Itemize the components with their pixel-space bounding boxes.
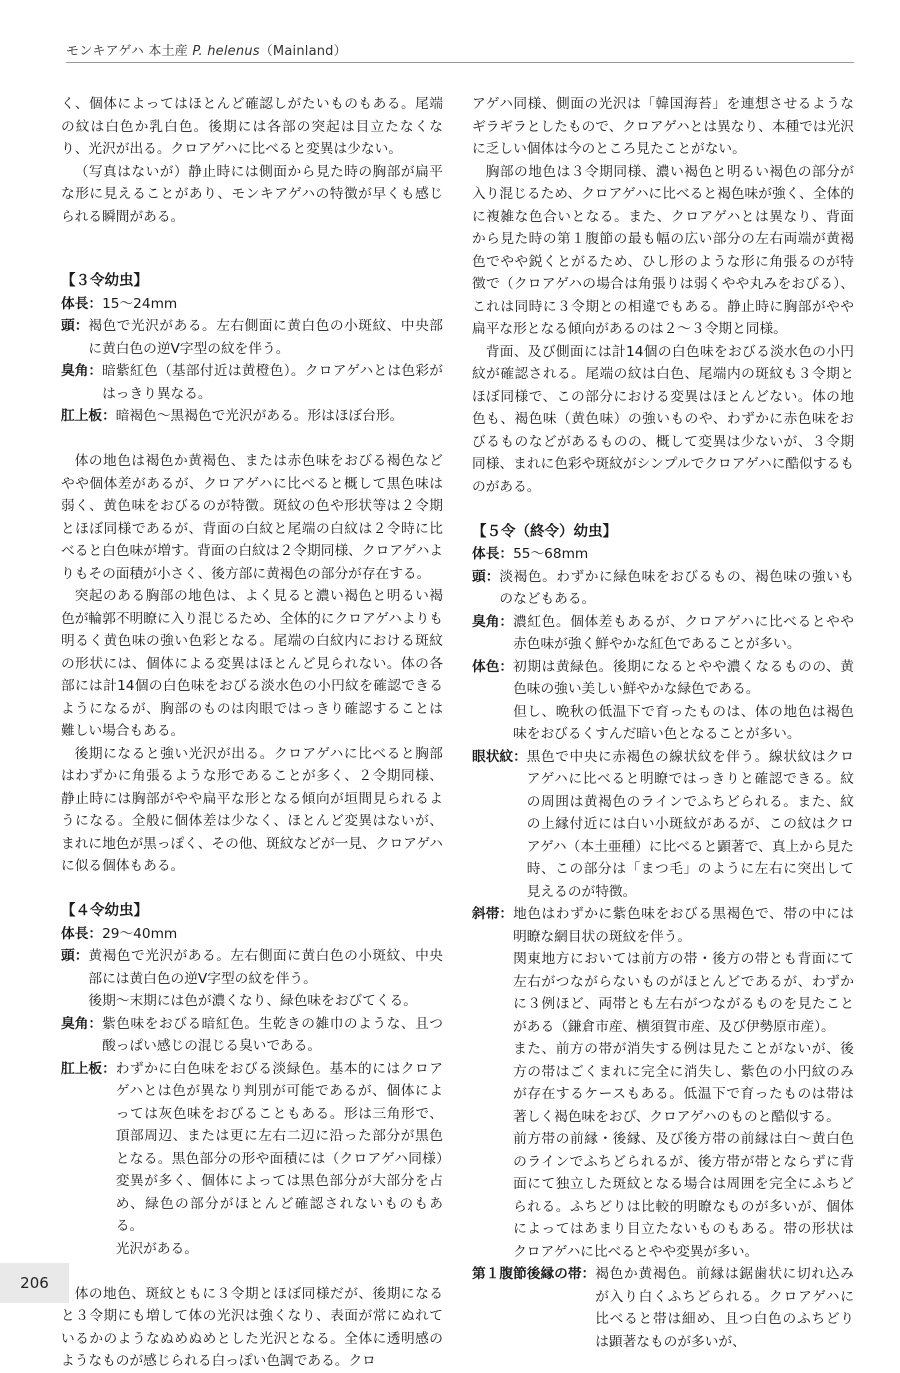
- intro-paragraph: （写真はないが）静止時には側面から見た時の胸部が扁平な形に見えることがあり、モンキアゲハの特徴が早くも感じられる瞬間がある。: [61, 163, 443, 225]
- running-header-species: P. helenus: [192, 44, 260, 59]
- definition-body-color: [472, 656, 854, 746]
- definition-body-length: [472, 543, 854, 566]
- definition-term: 第１腹節後縁の帯：: [472, 1266, 596, 1282]
- definition-head: [472, 566, 854, 611]
- definition-text: 紫色味をおびる暗紅色。生乾きの雑巾のような、且つ酸っぱい感じの混じる臭いである。: [102, 1015, 443, 1054]
- body-paragraph: 体の地色は褐色か黄褐色、または赤色味をおびる褐色などやや個体差があるが、クロアゲハに比べると概して黒色味は弱く、黄色味をおびるのが特徴。斑紋の色や形状等は２令期とほぼ同様であるが、背面の白紋と尾端の白紋は２令時に比べると白色味が増す。背面の白紋は２令期同様、クロアゲハよりもその面積が小さく、後方部に黄褐色の部分が存在する。: [61, 453, 443, 582]
- definition-osmeterium: [61, 360, 443, 405]
- definition-text: 初期は黄緑色。後期になるとやや濃くなるものの、黄色味の強い美しい鮮やかな緑色である。: [513, 658, 854, 697]
- header-rule: [66, 62, 854, 63]
- definition-text: わずかに白色味をおびる淡緑色。基本的にはクロアゲハとは色が異なり判別が可能であるが、個体によっては灰色味をおびることもある。形は三角形で、頂部周辺、または更に左右二辺に沿った部分が黒色となる。黒色部分の形や面積には（クロアゲハ同様）変異が多く、個体によっては黒色部分が大部分を占め、緑色の部分がほとんど確認されないものもある。: [115, 1060, 443, 1234]
- definition-eyespot: [472, 746, 854, 904]
- definition-first-abdominal-band: [472, 1263, 854, 1353]
- definition-text: 29〜40mm: [102, 925, 178, 942]
- definition-term: 斜帯：: [472, 906, 514, 922]
- definition-text: 黒色で中央に赤褐色の線状紋を伴う。線状紋はクロアゲハに比べると明瞭ではっきりと確認できる。紋の周囲は黄褐色のラインでふちどられる。また、紋の上縁付近には白い小斑紋があるが、この紋はクロアゲハ（本土亜種）に比べると顕著で、真上から見た時、この部分は「まつ毛」のように左右に突出して見えるのが特徴。: [526, 748, 854, 900]
- definition-osmeterium: [472, 611, 854, 656]
- definition-term: 臭角：: [472, 613, 514, 630]
- definition-term: 体長：: [61, 925, 103, 942]
- definition-term: 頭：: [472, 568, 500, 585]
- definition-term: 臭角：: [61, 1015, 103, 1032]
- definition-oblique-band: [472, 903, 854, 1263]
- definition-text: 暗紫紅色（基部付近は黄橙色）。クロアゲハとは色彩がはっきり異なる。: [102, 363, 443, 402]
- definition-osmeterium: [61, 1013, 443, 1058]
- definition-text: 但し、晩秋の低温下で育ったものは、体の地色は褐色味をおびるくすんだ暗い色となることが多い。: [513, 703, 854, 742]
- definition-text: 濃紅色。個体差もあるが、クロアゲハに比べるとやや赤色味が強く鮮やかな紅色であることが多い。: [513, 613, 854, 652]
- definition-term: 眼状紋：: [472, 748, 527, 765]
- definition-text: 15〜24mm: [102, 295, 178, 312]
- definition-text: 関東地方においては前方の帯・後方の帯とも背面にて左右がつながらないものがほとんどであるが、わずかに３例ほど、両帯とも左右がつながるものを見たことがある（鎌倉市産、横須賀市産、及び伊勢原市産）。: [513, 951, 854, 1035]
- body-paragraph: 後期になると強い光沢が出る。クロアゲハに比べると胸部はわずかに角張るような形であることが多く、２令期同様、静止時には胸部がやや扁平な形となる傾向が垣間見られるようになる。全般に個体差は少なく、ほとんど変異はないが、まれに地色が黒っぽく、その他、斑紋などが一見、クロアゲハに似る個体もある。: [61, 745, 443, 874]
- definition-term: 頭：: [61, 948, 89, 964]
- section-heading-instar4: 【４令幼虫】: [61, 903, 148, 919]
- definition-anal-plate: [61, 405, 443, 428]
- definition-text: 褐色で光沢がある。左右側面に黄白色の小斑紋、中央部に黄白色の逆V字型の紋を伴う。: [88, 318, 443, 357]
- definition-term: 肛上板：: [61, 1060, 116, 1077]
- definition-text: 光沢がある。: [115, 1240, 198, 1257]
- definition-text: 暗褐色〜黒褐色で光沢がある。形はほぼ台形。: [115, 408, 404, 424]
- right-column: [472, 93, 854, 1353]
- definition-term: 肛上板：: [61, 408, 116, 424]
- body-paragraph: 背面、及び側面には計14個の白色味をおびる淡水色の小円紋が確認される。尾端の紋は白色、尾端内の斑紋も３令期とほぼ同様で、この部分における変異はほとんどない。体の地色も、褐色味（黄色味）の強いものや、わずかに赤色味をおびるものなどがあるものの、概して変異は少ないが、３令期同様、まれに色彩や斑紋がシンプルでクロアゲハに酷似するものがある。: [472, 343, 854, 495]
- definition-text: 地色はわずかに紫色味をおびる黒褐色で、帯の中には明瞭な網目状の斑紋を伴う。: [513, 906, 854, 945]
- definition-term: 体長：: [61, 295, 103, 312]
- definition-text: また、前方の帯が消失する例は見たことがないが、後方の帯はごくまれに完全に消失し、紫色の小円紋のみが存在するケースもある。低温下で育ったものは帯は著しく褐色味をおび、クロアゲハのものと酷似する。: [513, 1041, 854, 1125]
- definition-term: 体色：: [472, 658, 514, 675]
- definition-head: [61, 945, 443, 1013]
- body-paragraph: 突起のある胸部の地色は、よく見ると濃い褐色と明るい褐色が輪郭不明瞭に入り混じるため、全体的にクロアゲハよりも明るく黄色味の強い色彩となる。尾端の白紋内における斑紋の形状には、個体による変異はほとんど見られない。体の各部には計14個の白色味をおびる淡水色の小円紋を確認できるようになるが、胸部のものは肉眼ではっきり確認することは難しい場合もある。: [61, 588, 443, 739]
- definition-body-length: [61, 923, 443, 946]
- definition-body-length: [61, 293, 443, 316]
- page-number: 206: [0, 1263, 69, 1303]
- definition-text: 褐色か黄褐色。前縁は鋸歯状に切れ込みが入り白くふちどられる。クロアゲハに比べると帯は細め、且つ白色のふちどりは顕著なものが多いが、: [595, 1266, 854, 1350]
- intro-paragraph: く、個体によってはほとんど確認しがたいものもある。尾端の紋は白色か乳白色。後期には各部の突起は目立たなくなり、光沢が出る。クロアゲハに比べると変異は少ない。: [61, 96, 443, 157]
- body-paragraph: 体の地色、斑紋ともに３令期とほぼ同様だが、後期になると３令期にも増して体の光沢は強くなり、表面が常にぬれているかのようなぬめぬめとした光沢となる。全体に透明感のようなものが感じられる白っぽい色調である。クロ: [61, 1285, 443, 1369]
- definition-anal-plate: [61, 1058, 443, 1261]
- section-heading-instar5: 【５令（終令）幼虫】: [472, 523, 617, 540]
- definition-term: 臭角：: [61, 363, 103, 379]
- running-header-region: （Mainland）: [259, 44, 347, 59]
- definition-text: 後期〜末期には色が濃くなり、緑色味をおびてくる。: [88, 993, 417, 1009]
- left-column: [61, 93, 443, 1373]
- definition-text: 淡褐色。わずかに緑色味をおびるもの、褐色味の強いものなどもある。: [499, 568, 854, 607]
- running-header: [66, 40, 347, 59]
- body-paragraph: 胸部の地色は３令期同様、濃い褐色と明るい褐色の部分が入り混じるため、クロアゲハに比べると褐色味が強く、全体的に複雑な色合いとなる。また、クロアゲハとは異なり、背面から見た時の第１腹節の最も幅の広い部分の左右両端が黄褐色でやや鋭くとがるため、ひし形のような形に角張るのが特徴で（クロアゲハの場合は角張りは弱くやや丸みをおびる）、これは同時に３令期との相違でもある。静止時に胸部がやや扁平な形となる傾向があるのは２〜３令期と同様。: [472, 163, 854, 337]
- definition-text: 55〜68mm: [513, 546, 589, 562]
- definition-text: 黄褐色で光沢がある。左右側面に黄白色の小斑紋、中央部には黄白色の逆V字型の紋を伴う。: [88, 948, 443, 987]
- definition-text: 前方帯の前縁・後縁、及び後方帯の前縁は白〜黄白色のラインでふちどられるが、後方帯が帯とならずに背面にて独立した斑紋となる場合は周囲を完全にふちどられる。ふちどりは比較的明瞭なものが多いが、個体によってはあまり目立たないものもある。帯の形状はクロアゲハに比べるとやや変異が多い。: [513, 1131, 854, 1260]
- definition-term: 頭：: [61, 318, 89, 334]
- definition-head: [61, 315, 443, 360]
- section-heading-instar3: 【３令幼虫】: [61, 273, 148, 289]
- running-header-title: モンキアゲハ 本土産: [66, 44, 188, 59]
- definition-term: 体長：: [472, 546, 514, 562]
- body-paragraph: アゲハ同様、側面の光沢は「韓国海苔」を連想させるようなギラギラとしたもので、クロアゲハとは異なり、本種では光沢に乏しい個体は今のところ見たことがない。: [472, 96, 854, 157]
